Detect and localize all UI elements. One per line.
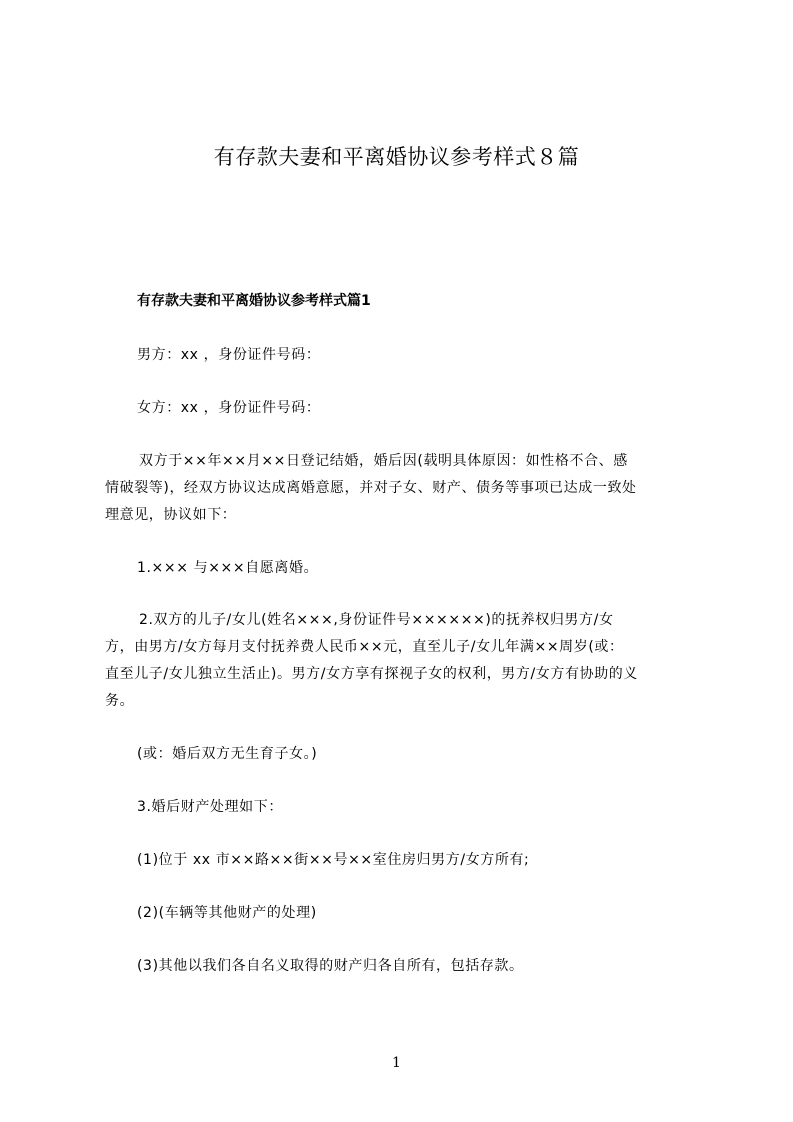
document-title: 有存款夫妻和平离婚协议参考样式８篇 [213,145,580,169]
page-number: 1 [392,1055,401,1071]
item-3-sub-1: (1)位于 xx 市××路××街××号××室住房归男方/女方所有; [137,852,530,868]
female-party-line: 女方：xx ，身份证件号码： [137,400,321,416]
item-3-sub-3: (3)其他以我们各自名义取得的财产归各自所有，包括存款。 [137,958,524,974]
intro-line-2: 情破裂等)，经双方协议达成离婚意愿，并对子女、财产、债务等事项已达成一致处 [105,480,637,496]
item-3-line: 3.婚后财产处理如下： [137,799,283,815]
item-2-alternative: (或：婚后双方无生育子女。) [137,746,318,762]
item-2-line-1: 2.双方的儿子/女儿(姓名×××,身份证件号××××××)的抚养权归男方/女 [139,612,614,628]
item-1-line: 1.××× 与×××自愿离婚。 [137,560,319,576]
item-3-sub-2: (2)(车辆等其他财产的处理) [137,905,317,921]
section-heading: 有存款夫妻和平离婚协议参考样式篇1 [137,293,371,309]
intro-line-1: 双方于××年××月××日登记结婚，婚后因(载明具体原因：如性格不合、感 [139,453,628,469]
intro-line-3: 理意见，协议如下： [105,507,237,523]
male-party-line: 男方：xx ，身份证件号码： [137,347,321,363]
item-2-line-4: 务。 [105,693,135,709]
item-2-line-3: 直至儿子/女儿独立生活止)。男方/女方享有探视子女的权利，男方/女方有协助的义 [105,666,639,682]
item-2-line-2: 方，由男方/女方每月支付抚养费人民币××元，直至儿子/女儿年满××周岁(或： [105,639,624,655]
